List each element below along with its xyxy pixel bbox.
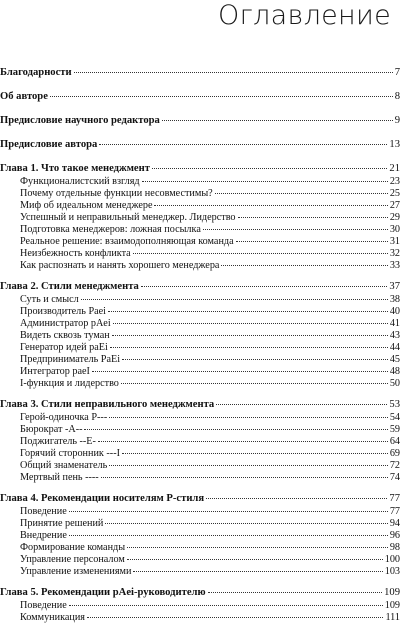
toc-page-number: 7: [394, 67, 400, 78]
page-title: Оглавление: [217, 0, 391, 31]
toc-page-number: 53: [389, 399, 400, 410]
toc-entry-about-author[interactable]: [0, 90, 401, 104]
toc-page-number: 21: [389, 163, 400, 174]
dot-leader: [236, 241, 388, 242]
toc-entry-author-preface[interactable]: [0, 138, 401, 152]
toc-entry-label: Формирование команды: [20, 542, 126, 553]
toc-entry-label: Неизбежность конфликта: [20, 248, 131, 259]
dot-leader: [215, 193, 388, 194]
dot-leader: [238, 217, 388, 218]
toc-entry-label: Поведение: [20, 600, 67, 611]
toc-page-number: 43: [389, 330, 400, 341]
toc-subentry[interactable]: [0, 412, 401, 424]
dot-leader: [216, 404, 387, 405]
toc-chapter-heading[interactable]: [0, 492, 401, 506]
dot-leader: [87, 617, 383, 618]
toc-subentry[interactable]: [0, 530, 401, 542]
toc-page-number: 59: [389, 424, 400, 435]
toc-subentry[interactable]: [0, 318, 401, 330]
toc-page-number: 74: [389, 472, 400, 483]
dot-leader: [50, 96, 393, 97]
chapter-4: [0, 492, 401, 578]
toc-page-number: 100: [384, 554, 400, 565]
chapter-1: [0, 162, 401, 272]
toc-subentry[interactable]: [0, 518, 401, 530]
toc-page-number: 77: [389, 493, 400, 504]
toc-entry-label: Суть и смысл: [20, 294, 79, 305]
toc-subentry[interactable]: [0, 306, 401, 318]
toc-page-number: 54: [389, 412, 400, 423]
toc-entry-label: Герой-одиночка P---: [20, 412, 108, 423]
toc-subentry[interactable]: [0, 330, 401, 342]
toc-subentry[interactable]: [0, 460, 401, 472]
toc-entry-label: Общий знаменатель: [20, 460, 108, 471]
toc-entry-label: Предприниматель PaEi: [20, 354, 121, 365]
toc-subentry[interactable]: [0, 472, 401, 484]
dot-leader: [99, 144, 387, 145]
toc-entry-label: Об авторе: [0, 91, 48, 102]
toc-subentry[interactable]: [0, 378, 401, 390]
dot-leader: [109, 417, 388, 418]
toc-subentry[interactable]: [0, 294, 401, 306]
dot-leader: [69, 605, 383, 606]
toc-page-number: 45: [389, 354, 400, 365]
toc-subentry[interactable]: [0, 366, 401, 378]
dot-leader: [113, 323, 388, 324]
toc-page-number: 96: [389, 530, 400, 541]
toc-page-number: 25: [389, 188, 400, 199]
chapter-2: [0, 280, 401, 390]
dot-leader: [81, 299, 388, 300]
dot-leader: [154, 205, 387, 206]
toc-entry-label: Предисловие автора: [0, 139, 98, 150]
toc-page-number: 30: [389, 224, 400, 235]
dot-leader: [208, 592, 383, 593]
toc-entry-label: Миф об идеальном менеджере: [20, 200, 153, 211]
dot-leader: [110, 347, 388, 348]
toc-page-number: 103: [384, 566, 400, 577]
toc-page-number: 69: [389, 448, 400, 459]
dot-leader: [142, 181, 388, 182]
toc-entry-acknowledgements[interactable]: [0, 66, 401, 80]
dot-leader: [69, 511, 388, 512]
toc-page-number: 48: [389, 366, 400, 377]
toc-page-number: 94: [389, 518, 400, 529]
toc-page-number: 31: [389, 236, 400, 247]
dot-leader: [98, 441, 388, 442]
dot-leader: [84, 429, 387, 430]
toc-entry-label: Поведение: [20, 506, 67, 517]
toc-entry-label: Успешный и неправильный менеджер. Лидерство: [20, 212, 236, 223]
toc-entry-label: Подготовка менеджеров: ложная посылка: [20, 224, 201, 235]
toc-entry-label: Управление персоналом: [20, 554, 125, 565]
toc-page-number: 9: [394, 115, 400, 126]
toc-page-number: 29: [389, 212, 400, 223]
dot-leader: [206, 498, 387, 499]
toc-entry-label: Генератор идей paEi: [20, 342, 108, 353]
toc-subentry[interactable]: [0, 212, 401, 224]
toc-subentry[interactable]: [0, 248, 401, 260]
toc-page-number: 40: [389, 306, 400, 317]
toc-entry-label: Как распознать и нанять хорошего менеджера: [20, 260, 220, 271]
dot-leader: [122, 359, 388, 360]
toc-subentry[interactable]: [0, 566, 401, 578]
toc-entry-label: Интегратор paeI: [20, 366, 90, 377]
toc-subentry[interactable]: [0, 612, 401, 624]
toc-subentry[interactable]: [0, 354, 401, 366]
toc-page-number: 37: [389, 281, 400, 292]
dot-leader: [92, 371, 388, 372]
dot-leader: [162, 120, 393, 121]
toc-subentry[interactable]: [0, 176, 401, 188]
toc-subentry[interactable]: [0, 448, 401, 460]
toc-entry-editor-preface[interactable]: [0, 114, 401, 128]
dot-leader: [112, 335, 388, 336]
toc-entry-label: I-функция и лидерство: [20, 378, 119, 389]
toc-page-number: 77: [389, 506, 400, 517]
toc-page-number: 64: [389, 436, 400, 447]
chapter-5: [0, 586, 401, 624]
front-matter: [0, 66, 401, 152]
toc-page-number: 13: [389, 139, 400, 150]
toc-subentry[interactable]: [0, 600, 401, 612]
toc-page-number: 33: [389, 260, 400, 271]
toc-subentry[interactable]: [0, 188, 401, 200]
toc-page-number: 111: [385, 612, 400, 623]
dot-leader: [127, 547, 388, 548]
toc-entry-label: Глава 4. Рекомендации носителям P-стиля: [0, 493, 205, 504]
toc-chapter-heading[interactable]: [0, 398, 401, 412]
dot-leader: [69, 535, 388, 536]
toc-chapter-heading[interactable]: [0, 162, 401, 176]
toc-subentry[interactable]: [0, 506, 401, 518]
toc-entry-label: Управление изменениями: [20, 566, 132, 577]
dot-leader: [101, 477, 388, 478]
toc-page-number: 44: [389, 342, 400, 353]
toc-entry-label: Поджигатель --E-: [20, 436, 96, 447]
toc-page-number: 72: [389, 460, 400, 471]
dot-leader: [141, 286, 388, 287]
dot-leader: [152, 168, 387, 169]
toc-entry-label: Глава 5. Рекомендации pAei-руководителю: [0, 587, 206, 598]
toc-page-number: 23: [389, 176, 400, 187]
toc-entry-label: Горячий сторонник ---I: [20, 448, 120, 459]
dot-leader: [221, 265, 387, 266]
toc-page-number: 27: [389, 200, 400, 211]
toc-subentry[interactable]: [0, 542, 401, 554]
dot-leader: [122, 453, 388, 454]
toc-page-number: 50: [389, 378, 400, 389]
toc-entry-label: Глава 1. Что такое менеджмент: [0, 163, 150, 174]
dot-leader: [74, 72, 393, 73]
toc-entry-label: Почему отдельные функции несовместимы?: [20, 188, 213, 199]
toc-subentry[interactable]: [0, 436, 401, 448]
toc-entry-label: Глава 3. Стили неправильного менеджмента: [0, 399, 215, 410]
toc-entry-label: Коммуникация: [20, 612, 85, 623]
toc-page-number: 41: [389, 318, 400, 329]
toc-entry-label: Принятие решений: [20, 518, 104, 529]
toc-entry-label: Мертвый пень ----: [20, 472, 99, 483]
toc-subentry[interactable]: [0, 200, 401, 212]
chapter-3: [0, 398, 401, 484]
dot-leader: [133, 571, 382, 572]
dot-leader: [133, 253, 388, 254]
toc-entry-label: Благодарности: [0, 67, 72, 78]
toc-entry-label: Бюрократ -A--: [20, 424, 83, 435]
dot-leader: [127, 559, 383, 560]
toc-page-number: 109: [384, 600, 400, 611]
toc-chapter-heading[interactable]: [0, 280, 401, 294]
toc-entry-label: Глава 2. Стили менеджмента: [0, 281, 139, 292]
toc-entry-label: Предисловие научного редактора: [0, 115, 160, 126]
toc-page-number: 98: [389, 542, 400, 553]
dot-leader: [109, 465, 388, 466]
toc-page-number: 38: [389, 294, 400, 305]
toc-subentry[interactable]: [0, 554, 401, 566]
dot-leader: [108, 311, 388, 312]
toc-page-number: 109: [384, 587, 400, 598]
dot-leader: [105, 523, 387, 524]
toc-entry-label: Внедрение: [20, 530, 67, 541]
toc-subentry[interactable]: [0, 342, 401, 354]
toc-chapter-heading[interactable]: [0, 586, 401, 600]
toc-entry-label: Реальное решение: взаимодополняющая команда: [20, 236, 234, 247]
toc-subentry[interactable]: [0, 236, 401, 248]
table-of-contents: [0, 66, 401, 624]
toc-subentry[interactable]: [0, 224, 401, 236]
toc-entry-label: Видеть сквозь туман: [20, 330, 110, 341]
toc-entry-label: Администратор pAei: [20, 318, 111, 329]
dot-leader: [121, 383, 388, 384]
toc-page-number: 8: [394, 91, 400, 102]
toc-subentry[interactable]: [0, 260, 401, 272]
toc-subentry[interactable]: [0, 424, 401, 436]
dot-leader: [203, 229, 388, 230]
toc-entry-label: Производитель Paei: [20, 306, 106, 317]
toc-entry-label: Функционалистский взгляд: [20, 176, 140, 187]
toc-page-number: 32: [389, 248, 400, 259]
